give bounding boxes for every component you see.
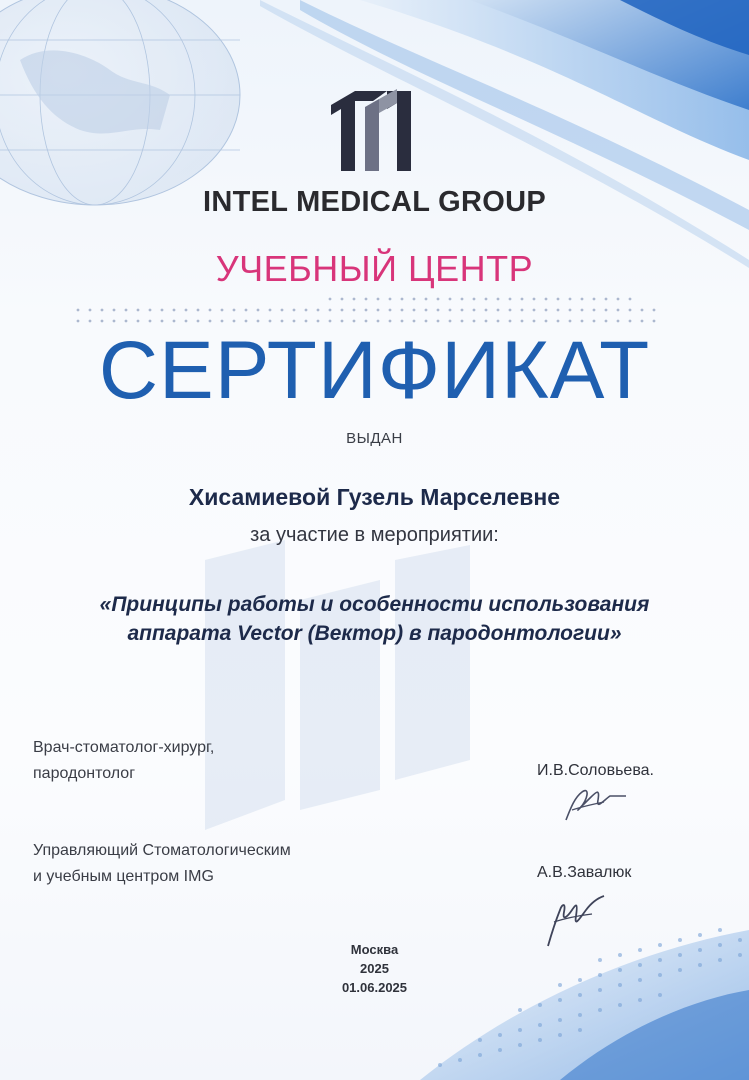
signatory-2-role-line-1: Управляющий Стоматологическим — [33, 842, 291, 859]
signatory-2-role-line-2: и учебным центром IMG — [33, 868, 214, 885]
signature-1 — [560, 780, 630, 825]
participation-text: за участие в мероприятии: — [250, 524, 499, 546]
footer-date: 01.06.2025 — [341, 980, 408, 995]
recipient-name: Хисамиевой Гузель Марселевне — [188, 484, 561, 510]
globe-decoration-icon — [0, 0, 240, 205]
signatory-1-name: И.В.Соловьева. — [537, 762, 654, 779]
training-center-label: УЧЕБНЫЙ ЦЕНТР — [215, 248, 534, 289]
event-title-line-1: «Принципы работы и особенности использования — [99, 593, 650, 616]
brand-name: INTEL MEDICAL GROUP — [203, 186, 546, 218]
imed-logo-icon — [327, 85, 415, 171]
certificate-title: СЕРТИФИКАТ — [98, 325, 651, 416]
footer-city: Москва — [350, 942, 399, 957]
event-title — [40, 590, 709, 648]
footer-block — [0, 940, 749, 997]
footer-year: 2025 — [360, 961, 389, 976]
signatory-1-role — [33, 735, 214, 787]
issued-label: ВЫДАН — [346, 430, 403, 447]
signatory-2-role — [33, 838, 291, 890]
signatory-1-role-line-2: пародонтолог — [33, 765, 136, 782]
event-title-line-2: аппарата Vector (Вектор) в пародонтологии» — [127, 622, 622, 645]
signatory-2-name: А.В.Завалюк — [537, 864, 632, 881]
signatory-1-role-line-1: Врач-стоматолог-хирург, — [33, 739, 215, 756]
